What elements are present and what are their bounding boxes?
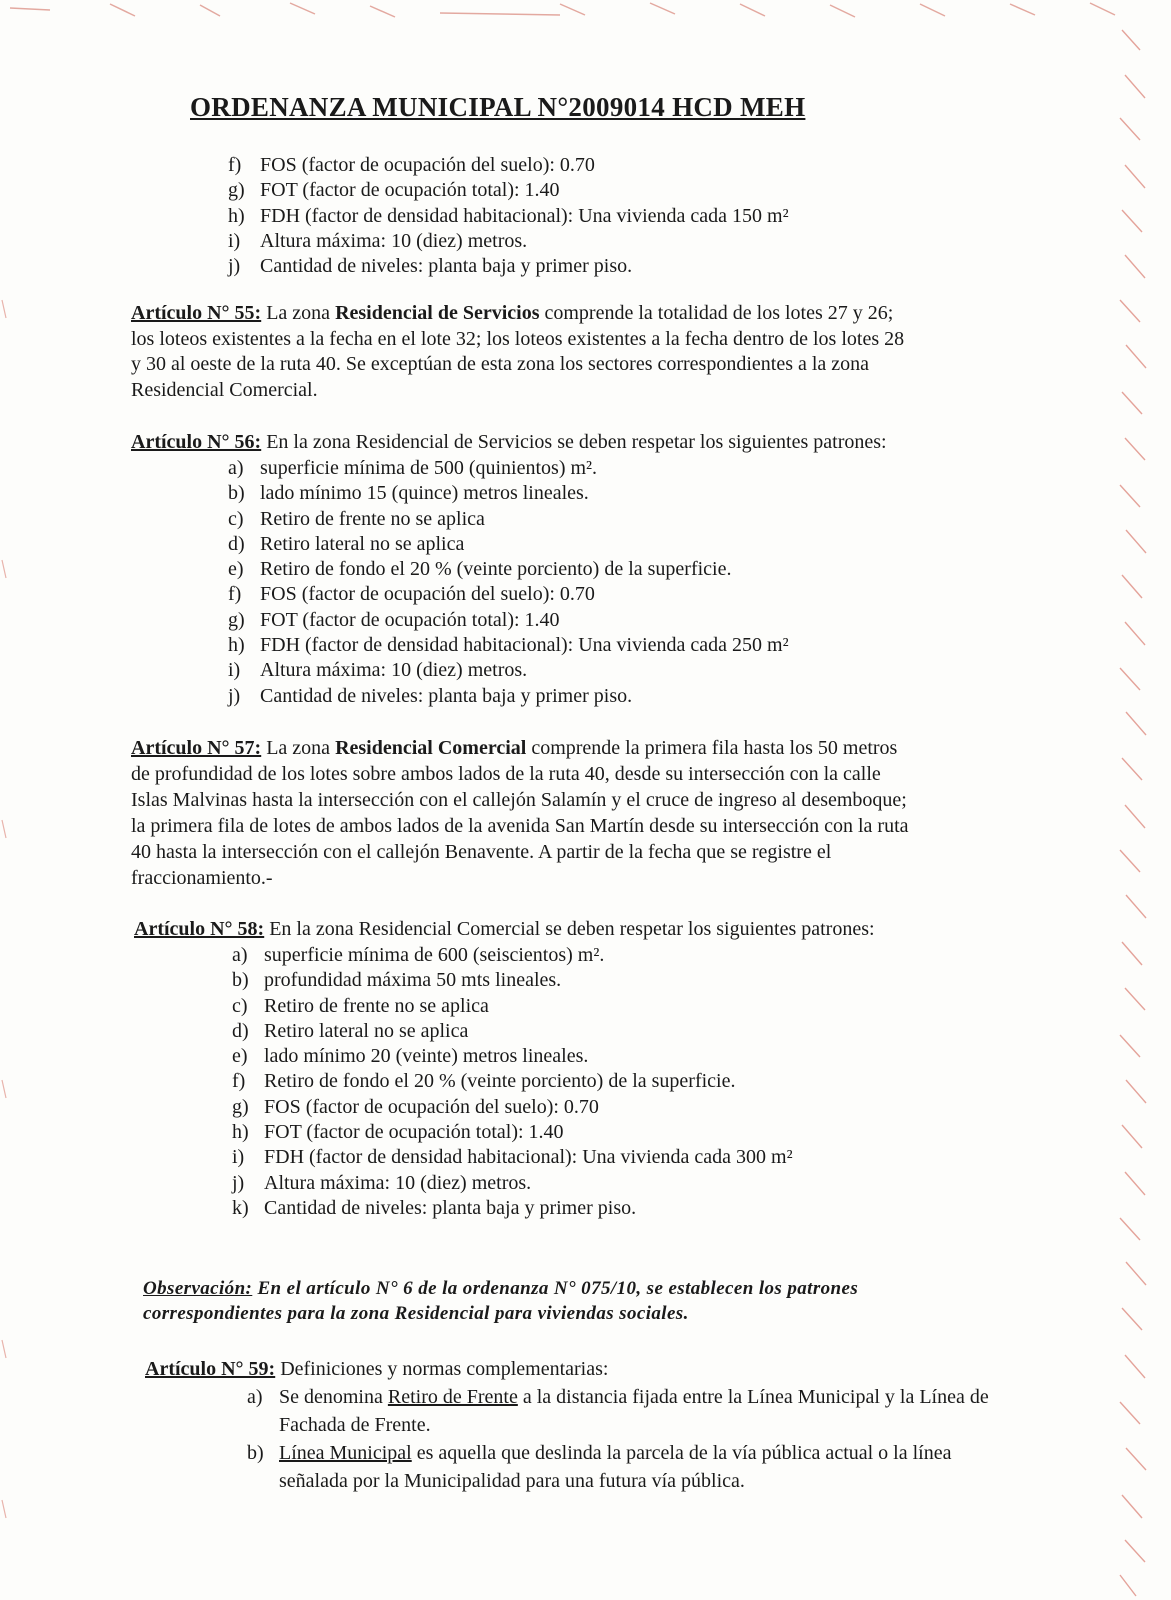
list-item [228, 582, 789, 607]
list-marker: d) [228, 532, 245, 555]
list-marker: b) [228, 482, 245, 505]
list-item [232, 1019, 793, 1044]
article-57-text: comprende la primera fila hasta los 50 metros [526, 737, 898, 759]
list-marker: g) [228, 608, 245, 631]
article-58-heading [134, 917, 875, 943]
list-marker: j) [232, 1171, 245, 1194]
article-58-label: Artículo N° 58: [134, 918, 265, 940]
list-marker: g) [232, 1095, 249, 1118]
list-text: Cantidad de niveles: planta baja y primer piso. [260, 684, 633, 707]
article-56 [131, 430, 887, 456]
article-57-line: 40 hasta la intersección con el callejón Benavente. A partir de la fecha que se registre el [131, 841, 832, 863]
list-text: Altura máxima: 10 (diez) metros. [260, 229, 528, 252]
list-item [228, 507, 789, 532]
list-marker: b) [247, 1442, 264, 1464]
list-item [228, 633, 789, 658]
list-item [232, 968, 793, 993]
definition-text [279, 1439, 1019, 1495]
list-text: superficie mínima de 600 (seiscientos) m². [264, 944, 605, 966]
article-57-line: de profundidad de los lotes sobre ambos lados de la ruta 40, desde su intersección con la calle [131, 763, 881, 785]
list-marker: c) [232, 994, 248, 1017]
list-marker: i) [232, 1146, 245, 1169]
article-57-first-line [131, 735, 909, 761]
list-item [232, 1196, 793, 1221]
list-text: Altura máxima: 10 (diez) metros. [264, 1171, 532, 1194]
article-56-label: Artículo N° 56: [131, 431, 262, 453]
list-text: Retiro de fondo el 20 % (veinte porciento) de la superficie. [260, 558, 732, 581]
list-marker: j) [228, 684, 241, 707]
list-item [232, 1069, 793, 1094]
article-57-line: la primera fila de lotes de ambos lados de la avenida San Martín desde su intersección con la ruta [131, 815, 909, 837]
list-marker: f) [228, 583, 242, 606]
list-text: FOT (factor de ocupación total): 1.40 [260, 179, 560, 202]
list-text: Altura máxima: 10 (diez) metros. [260, 659, 528, 682]
list-marker: i) [228, 229, 241, 252]
defined-term: Retiro de Frente [387, 1386, 518, 1408]
list-marker: b) [232, 969, 249, 992]
list-marker: g) [228, 179, 245, 202]
list-marker: a) [247, 1386, 263, 1408]
article-55-text: comprende la totalidad de los lotes 27 y 26; [539, 302, 894, 324]
list-item [232, 994, 793, 1019]
article-59 [145, 1357, 608, 1383]
article-57-text: La zona [261, 737, 336, 759]
list-marker: e) [232, 1045, 248, 1068]
article-55-zone: Residencial de Servicios [335, 302, 540, 324]
list-item [232, 1095, 793, 1120]
article-57-zone: Residencial Comercial [335, 737, 527, 759]
list-marker: h) [228, 634, 245, 657]
list-text: FDH (factor de densidad habitacional): Una vivienda cada 300 m² [264, 1146, 793, 1169]
list-text: Retiro de fondo el 20 % (veinte porciento) de la superficie. [264, 1070, 736, 1093]
list-marker: d) [232, 1019, 249, 1042]
list-item [232, 1120, 793, 1145]
observation-label: Observación: [143, 1278, 253, 1299]
article-55 [131, 301, 904, 403]
article-57 [131, 735, 909, 891]
article-55-label: Artículo N° 55: [131, 302, 262, 324]
list-text: Cantidad de niveles: planta baja y primer piso. [260, 255, 633, 278]
article-57-label: Artículo N° 57: [131, 737, 262, 759]
article-56-text: En la zona Residencial de Servicios se deben respetar los siguientes patrones: [261, 431, 887, 453]
list-text: superficie mínima de 500 (quinientos) m². [260, 457, 598, 479]
list-text: Retiro lateral no se aplica [260, 532, 465, 555]
article-59-label: Artículo N° 59: [145, 1358, 276, 1380]
article-58-list [232, 943, 793, 1221]
list-item [228, 254, 789, 279]
list-marker: a) [232, 944, 248, 966]
list-item [228, 557, 789, 582]
list-item [228, 684, 789, 709]
article-58-text: En la zona Residencial Comercial se deben respetar los siguientes patrones: [264, 918, 875, 940]
article-55-first-line [131, 301, 904, 327]
definition-post: es aquella que deslinda la parcela de la vía pública actual o la línea señalada por la Municipalidad para una futura vía pública. [279, 1442, 952, 1492]
article-57-line: Islas Malvinas hasta la intersección con el callejón Salamín y el cruce de ingreso al desemboque; [131, 789, 907, 811]
list-marker: h) [228, 204, 245, 227]
list-marker: i) [228, 659, 241, 682]
definition-item [247, 1383, 1019, 1439]
article-59-heading [145, 1357, 608, 1383]
list-item [228, 153, 789, 178]
list-text: Cantidad de niveles: planta baja y primer piso. [264, 1196, 637, 1219]
article-59-list [247, 1383, 1019, 1495]
observation-line [143, 1276, 858, 1301]
page-title: ORDENANZA MUNICIPAL N°2009014 HCD MEH [190, 92, 806, 122]
list-marker: f) [228, 154, 242, 176]
list-text: FOS (factor de ocupación del suelo): 0.70 [260, 583, 595, 606]
list-text: lado mínimo 15 (quince) metros lineales. [260, 482, 589, 505]
article-56-heading [131, 430, 887, 456]
list-text: lado mínimo 20 (veinte) metros lineales. [264, 1045, 589, 1068]
article-55-line: y 30 al oeste de la ruta 40. Se exceptúan de esta zona los sectores correspondientes a la zona [131, 353, 870, 375]
list-text: Retiro lateral no se aplica [264, 1019, 469, 1042]
list-text: Retiro de frente no se aplica [260, 507, 485, 530]
definition-pre: Se denomina [279, 1386, 388, 1408]
list-marker: a) [228, 457, 244, 479]
definition-item [247, 1439, 1019, 1495]
list-item [228, 229, 789, 254]
list-item [228, 456, 789, 481]
list-item [232, 1044, 793, 1069]
list-item [228, 481, 789, 506]
list-marker: j) [228, 255, 241, 278]
observation-note [143, 1276, 858, 1326]
list-item [228, 532, 789, 557]
list-text: FDH (factor de densidad habitacional): Una vivienda cada 150 m² [260, 204, 789, 227]
list-marker: f) [232, 1070, 246, 1093]
article-55-line: los loteos existentes a la fecha en el lote 32; los loteos existentes a la fecha dentro de los lotes 28 [131, 327, 905, 350]
article-57-line: fraccionamiento.- [131, 867, 273, 889]
list-item [228, 608, 789, 633]
article-59-text: Definiciones y normas complementarias: [275, 1358, 609, 1380]
article-55-text: La zona [261, 302, 336, 324]
list-text: Retiro de frente no se aplica [264, 994, 489, 1017]
observation-line: correspondientes para la zona Residencial para viviendas sociales. [143, 1303, 689, 1324]
list-text: FDH (factor de densidad habitacional): Una vivienda cada 250 m² [260, 634, 789, 657]
list-text: profundidad máxima 50 mts lineales. [264, 969, 562, 992]
list-text: FOS (factor de ocupación del suelo): 0.70 [260, 154, 595, 176]
list-item [228, 658, 789, 683]
defined-term: Línea Municipal [279, 1442, 412, 1464]
list-continuation [228, 153, 789, 279]
article-58 [134, 917, 875, 943]
list-text: FOT (factor de ocupación total): 1.40 [264, 1121, 564, 1144]
list-marker: k) [232, 1196, 249, 1219]
observation-text: En el artículo N° 6 de la ordenanza N° 075/10, se establecen los patrones [252, 1278, 859, 1299]
list-item [228, 204, 789, 229]
list-item [232, 1145, 793, 1170]
list-text: FOT (factor de ocupación total): 1.40 [260, 608, 560, 631]
list-marker: e) [228, 558, 244, 581]
list-marker: c) [228, 507, 244, 530]
list-item [232, 943, 793, 968]
article-55-line: Residencial Comercial. [131, 378, 318, 401]
list-text: FOS (factor de ocupación del suelo): 0.70 [264, 1095, 599, 1118]
definition-text [279, 1383, 1019, 1439]
article-56-list [228, 456, 789, 709]
definition-post: a la distancia fijada entre la Línea Municipal y la Línea de Fachada de Frente. [279, 1386, 989, 1436]
list-marker: h) [232, 1121, 249, 1144]
list-item [228, 178, 789, 203]
list-item [232, 1171, 793, 1196]
